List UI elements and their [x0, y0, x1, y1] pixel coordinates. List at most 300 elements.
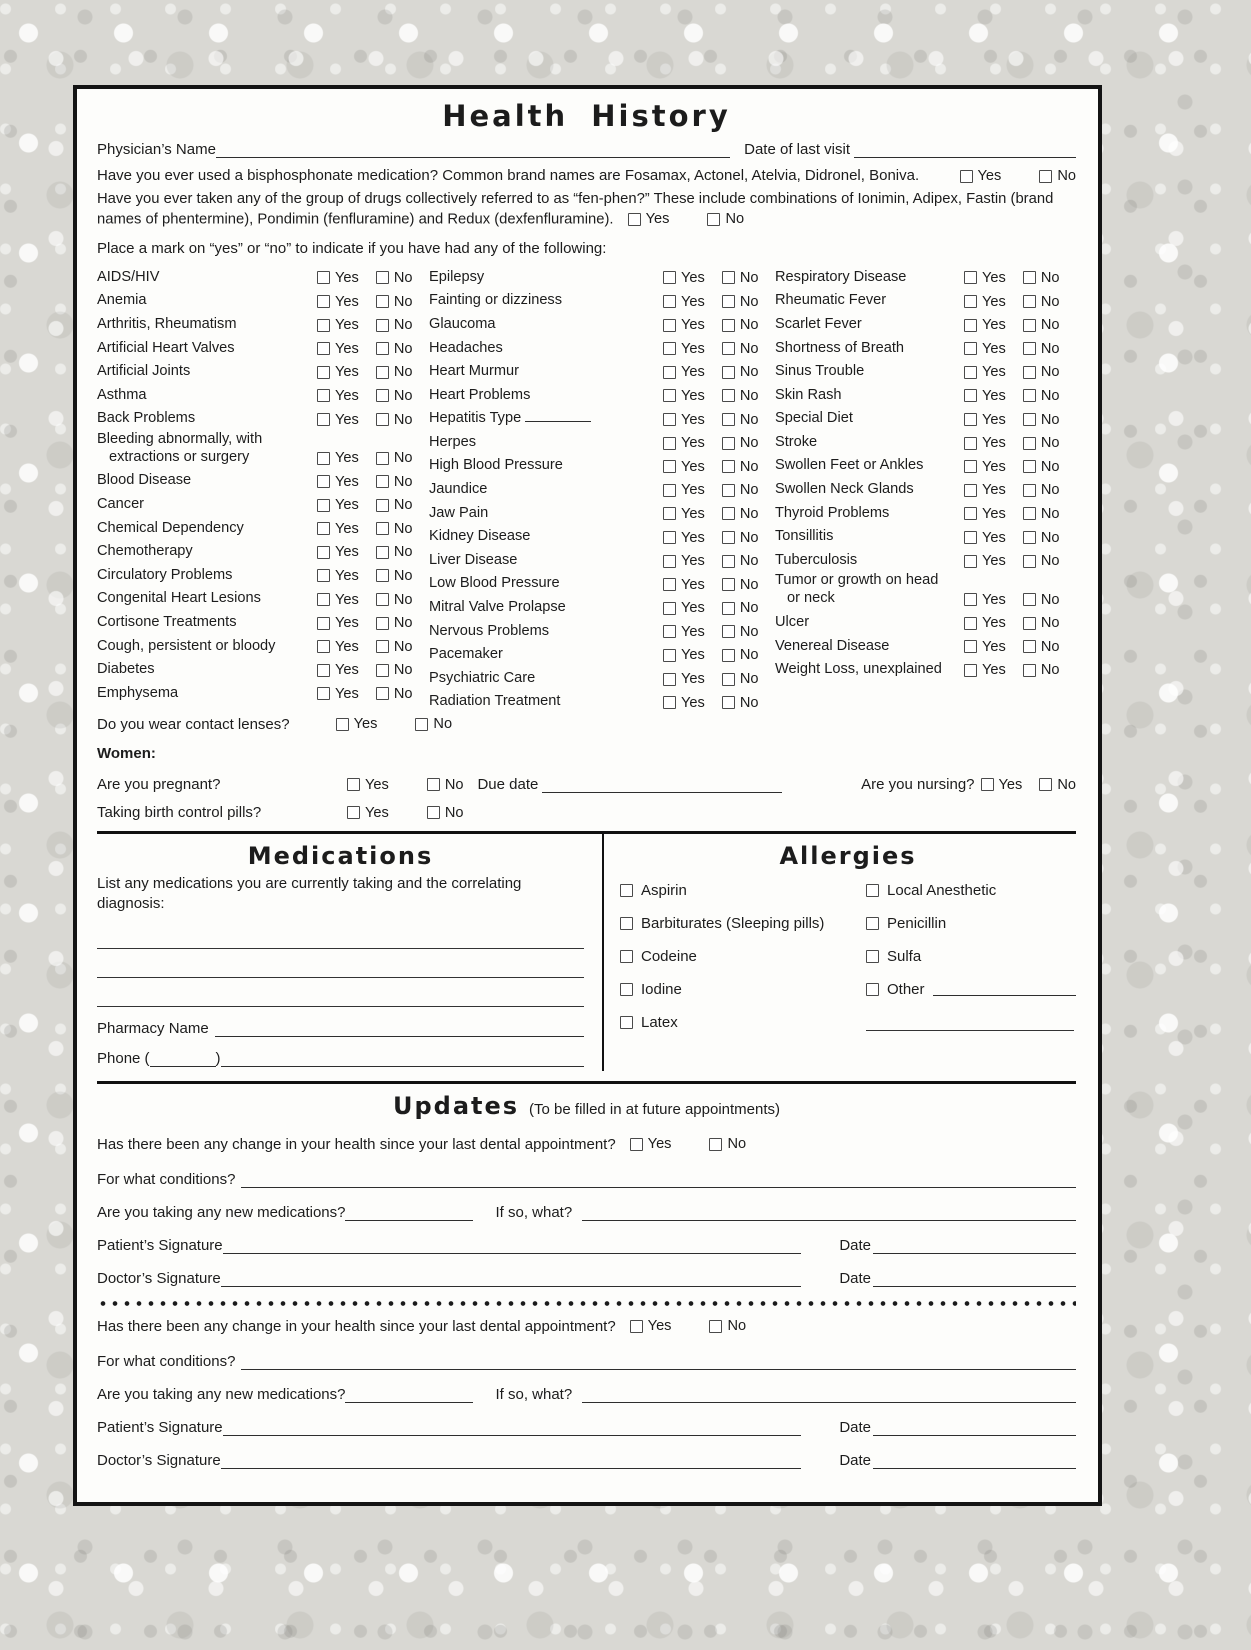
health-change-row	[97, 1316, 1076, 1337]
condition-epilepsy-no-checkbox[interactable]	[722, 271, 735, 284]
condition-aids-hiv	[317, 270, 429, 286]
condition-sinus-trouble	[964, 364, 1076, 380]
health-change-2-no-checkbox[interactable]	[709, 1320, 722, 1333]
allergy-other-continued-field[interactable]	[866, 1006, 1074, 1031]
condition-sinus-trouble-yes-option	[964, 364, 1006, 380]
allergy-local-anesthetic-checkbox[interactable]	[866, 884, 879, 897]
condition-chemotherapy-no-checkbox[interactable]	[376, 546, 389, 559]
medication-line-2[interactable]	[97, 949, 584, 978]
nursing-yes-checkbox[interactable]	[981, 778, 994, 791]
health-change-1-yes-checkbox[interactable]	[630, 1138, 643, 1151]
condition-swollen-feet-or-ankles-yes-label: Yes	[982, 458, 1006, 475]
condition-tumor-or-growth-on-head-row	[775, 571, 1076, 609]
condition-pacemaker-no-checkbox[interactable]	[722, 649, 735, 662]
condition-ulcer-row	[775, 610, 1076, 634]
condition-arthritis-rheumatism-yes-checkbox[interactable]	[317, 319, 330, 332]
condition-heart-murmur-yes-checkbox[interactable]	[663, 366, 676, 379]
condition-tuberculosis-no-checkbox[interactable]	[1023, 555, 1036, 568]
condition-heart-problems-no-label: No	[739, 387, 759, 404]
contact-lenses-question: Do you wear contact lenses?	[97, 715, 290, 733]
condition-asthma-no-checkbox[interactable]	[376, 389, 389, 402]
condition-weight-loss-unexplained-yes-checkbox[interactable]	[964, 664, 977, 677]
condition-chemotherapy-row	[97, 539, 429, 563]
condition-jaundice-yes-option	[663, 482, 705, 498]
condition-respiratory-disease-yes-option	[964, 270, 1006, 286]
condition-emphysema	[317, 686, 429, 702]
health-change-1-no-option	[709, 1136, 746, 1152]
condition-aids-hiv-no-checkbox[interactable]	[376, 271, 389, 284]
condition-nervous-problems-no-checkbox[interactable]	[722, 625, 735, 638]
pregnant-yes-checkbox[interactable]	[347, 778, 360, 791]
condition-respiratory-disease	[964, 270, 1076, 286]
condition-mitral-valve-prolapse-no-checkbox[interactable]	[722, 602, 735, 615]
for-what-conditions-field[interactable]	[241, 1172, 1076, 1188]
condition-chemical-dependency-yes-option	[317, 521, 359, 537]
condition-shortness-of-breath-no-checkbox[interactable]	[1023, 342, 1036, 355]
condition-hepatitis-type-yes-checkbox[interactable]	[663, 413, 676, 426]
condition-tonsillitis-yes-option	[964, 530, 1006, 546]
condition-cough-persistent-or-bloody-no-option	[376, 639, 413, 655]
allergy-iodine-checkbox[interactable]	[620, 983, 633, 996]
condition-venereal-disease-row	[775, 633, 1076, 657]
update-block-1	[97, 1134, 1076, 1287]
condition-nervous-problems	[663, 624, 775, 640]
fenphen-no-option	[707, 209, 744, 229]
condition-venereal-disease-no-label: No	[1040, 638, 1060, 655]
condition-nervous-problems-yes-checkbox[interactable]	[663, 625, 676, 638]
allergy-sulfa-checkbox[interactable]	[866, 950, 879, 963]
fenphen-yes-checkbox[interactable]	[628, 213, 641, 226]
pregnant-yes-option	[347, 777, 389, 793]
birth-control-yes-checkbox[interactable]	[347, 806, 360, 819]
condition-tonsillitis-no-checkbox[interactable]	[1023, 531, 1036, 544]
condition-emphysema-yes-checkbox[interactable]	[317, 687, 330, 700]
allergy-aspirin-checkbox[interactable]	[620, 884, 633, 897]
condition-diabetes	[317, 662, 429, 678]
bisphosphonate-yes-checkbox[interactable]	[960, 170, 973, 183]
condition-scarlet-fever-no-checkbox[interactable]	[1023, 319, 1036, 332]
condition-epilepsy-yes-option	[663, 270, 705, 286]
condition-arthritis-rheumatism-no-checkbox[interactable]	[376, 319, 389, 332]
condition-chemical-dependency-no-checkbox[interactable]	[376, 522, 389, 535]
allergy-barbiturates-sleeping-pills-checkbox[interactable]	[620, 917, 633, 930]
condition-psychiatric-care-yes-checkbox[interactable]	[663, 673, 676, 686]
condition-blood-disease-row	[97, 468, 429, 492]
bisphosphonate-no-checkbox[interactable]	[1039, 170, 1052, 183]
condition-venereal-disease-yes-checkbox[interactable]	[964, 640, 977, 653]
condition-tonsillitis-yes-label: Yes	[982, 529, 1006, 546]
condition-swollen-neck-glands-no-checkbox[interactable]	[1023, 484, 1036, 497]
condition-epilepsy-yes-label: Yes	[681, 269, 705, 286]
condition-aids-hiv-yes-option	[317, 270, 359, 286]
condition-special-diet-yes-checkbox[interactable]	[964, 413, 977, 426]
condition-headaches-no-checkbox[interactable]	[722, 342, 735, 355]
condition-fainting-or-dizziness-yes-option	[663, 294, 705, 310]
condition-headaches	[663, 341, 775, 357]
condition-low-blood-pressure-yes-checkbox[interactable]	[663, 578, 676, 591]
allergy-other-label: Other	[887, 980, 925, 998]
condition-tumor-or-growth-on-head-yes-checkbox[interactable]	[964, 593, 977, 606]
medication-line-1[interactable]	[97, 920, 584, 949]
condition-weight-loss-unexplained-no-checkbox[interactable]	[1023, 664, 1036, 677]
condition-glaucoma-yes-checkbox[interactable]	[663, 319, 676, 332]
condition-swollen-neck-glands	[964, 482, 1076, 498]
condition-arthritis-rheumatism-row	[97, 312, 429, 336]
condition-skin-rash-no-label: No	[1040, 387, 1060, 404]
condition-circulatory-problems-yes-option	[317, 568, 359, 584]
condition-congenital-heart-lesions-yes-checkbox[interactable]	[317, 593, 330, 606]
condition-epilepsy-yes-checkbox[interactable]	[663, 271, 676, 284]
condition-thyroid-problems-no-checkbox[interactable]	[1023, 507, 1036, 520]
condition-heart-problems-yes-checkbox[interactable]	[663, 389, 676, 402]
condition-respiratory-disease-no-option	[1023, 270, 1060, 286]
doctor-signature-field[interactable]	[221, 1453, 802, 1469]
allergy-codeine-checkbox[interactable]	[620, 950, 633, 963]
patient-signature-field[interactable]	[223, 1238, 802, 1254]
condition-back-problems-no-checkbox[interactable]	[376, 413, 389, 426]
condition-shortness-of-breath-yes-label: Yes	[982, 340, 1006, 357]
condition-special-diet-yes-option	[964, 412, 1006, 428]
condition-cortisone-treatments-no-checkbox[interactable]	[376, 617, 389, 630]
condition-diabetes-yes-checkbox[interactable]	[317, 664, 330, 677]
pharmacy-name-field[interactable]	[215, 1021, 584, 1037]
condition-respiratory-disease-yes-checkbox[interactable]	[964, 271, 977, 284]
doctor-signature-date-field[interactable]	[873, 1453, 1076, 1469]
fenphen-no-checkbox[interactable]	[707, 213, 720, 226]
condition-circulatory-problems-no-checkbox[interactable]	[376, 569, 389, 582]
condition-pacemaker-yes-checkbox[interactable]	[663, 649, 676, 662]
condition-anemia-no-option	[376, 294, 413, 310]
condition-tuberculosis-yes-checkbox[interactable]	[964, 555, 977, 568]
condition-mitral-valve-prolapse-yes-option	[663, 600, 705, 616]
condition-weight-loss-unexplained-yes-label: Yes	[982, 662, 1006, 679]
phone-row	[97, 1050, 584, 1067]
health-change-1-no-label: No	[727, 1136, 747, 1153]
condition-cough-persistent-or-bloody-yes-checkbox[interactable]	[317, 640, 330, 653]
condition-cancer	[317, 497, 429, 513]
condition-sinus-trouble-no-checkbox[interactable]	[1023, 366, 1036, 379]
patient-signature-date-field[interactable]	[873, 1420, 1076, 1436]
doctor-signature-field[interactable]	[221, 1271, 802, 1287]
condition-nervous-problems-yes-label: Yes	[681, 623, 705, 640]
condition-heart-problems-no-checkbox[interactable]	[722, 389, 735, 402]
condition-cough-persistent-or-bloody-no-label: No	[393, 638, 413, 655]
date-label: Date	[839, 1236, 871, 1254]
condition-hepatitis-type-row	[429, 406, 775, 430]
condition-artificial-heart-valves-label: Artificial Heart Valves	[97, 339, 235, 356]
condition-circulatory-problems	[317, 568, 429, 584]
condition-congenital-heart-lesions-yes-label: Yes	[335, 591, 359, 608]
condition-diabetes-no-checkbox[interactable]	[376, 664, 389, 677]
if-so-what-field[interactable]	[582, 1387, 1076, 1403]
condition-sinus-trouble-yes-checkbox[interactable]	[964, 366, 977, 379]
condition-aids-hiv-yes-checkbox[interactable]	[317, 271, 330, 284]
condition-tumor-or-growth-on-head-no-checkbox[interactable]	[1023, 593, 1036, 606]
condition-high-blood-pressure-no-checkbox[interactable]	[722, 460, 735, 473]
medications-allergies-section	[97, 834, 1076, 1071]
if-so-what-field[interactable]	[582, 1205, 1076, 1221]
condition-blood-disease-yes-checkbox[interactable]	[317, 475, 330, 488]
condition-asthma	[317, 388, 429, 404]
condition-artificial-heart-valves-no-checkbox[interactable]	[376, 342, 389, 355]
contact-lenses	[336, 716, 452, 732]
condition-special-diet-no-checkbox[interactable]	[1023, 413, 1036, 426]
contact-lenses-yes-checkbox[interactable]	[336, 718, 349, 731]
condition-ulcer-yes-checkbox[interactable]	[964, 617, 977, 630]
condition-headaches-yes-option	[663, 341, 705, 357]
condition-chemotherapy-yes-checkbox[interactable]	[317, 546, 330, 559]
physician-name-field[interactable]	[216, 142, 730, 158]
health-change-1-yes-label: Yes	[647, 1136, 672, 1153]
condition-emphysema-row	[97, 680, 429, 704]
doctor-signature-date-field[interactable]	[873, 1271, 1076, 1287]
condition-radiation-treatment-no-checkbox[interactable]	[722, 696, 735, 709]
patient-signature-field[interactable]	[223, 1420, 802, 1436]
condition-asthma-yes-label: Yes	[335, 387, 359, 404]
condition-low-blood-pressure-no-checkbox[interactable]	[722, 578, 735, 591]
condition-ulcer-no-checkbox[interactable]	[1023, 617, 1036, 630]
condition-stroke-no-label: No	[1040, 435, 1060, 452]
condition-herpes	[663, 435, 775, 451]
condition-swollen-feet-or-ankles-label: Swollen Feet or Ankles	[775, 457, 924, 474]
section-divider-bottom	[97, 1081, 1076, 1084]
condition-thyroid-problems-yes-option	[964, 506, 1006, 522]
condition-rheumatic-fever-yes-checkbox[interactable]	[964, 295, 977, 308]
for-what-conditions-field[interactable]	[241, 1354, 1076, 1370]
allergy-latex-checkbox[interactable]	[620, 1016, 633, 1029]
condition-tuberculosis-no-label: No	[1040, 553, 1060, 570]
condition-artificial-heart-valves-yes-option	[317, 341, 359, 357]
dotted-separator	[97, 1301, 1076, 1306]
condition-skin-rash-no-checkbox[interactable]	[1023, 389, 1036, 402]
condition-back-problems	[317, 412, 429, 428]
condition-jaundice-yes-label: Yes	[681, 482, 705, 499]
if-so-what-label: If so, what?	[495, 1385, 573, 1403]
allergy-aspirin-row	[620, 874, 866, 907]
condition-artificial-heart-valves-yes-checkbox[interactable]	[317, 342, 330, 355]
condition-heart-murmur-no-checkbox[interactable]	[722, 366, 735, 379]
condition-stroke-no-checkbox[interactable]	[1023, 437, 1036, 450]
condition-heart-murmur	[663, 364, 775, 380]
condition-bleeding-abnormally-with-no-option	[376, 450, 413, 466]
condition-tuberculosis-yes-option	[964, 553, 1006, 569]
condition-artificial-heart-valves-no-label: No	[393, 340, 413, 357]
condition-cough-persistent-or-bloody-no-checkbox[interactable]	[376, 640, 389, 653]
health-change-question: Has there been any change in your health since your last dental appointment?	[97, 1135, 616, 1153]
condition-cancer-yes-option	[317, 497, 359, 513]
fenphen-no-label: No	[725, 211, 745, 228]
condition-back-problems-yes-option	[317, 412, 359, 428]
medications-title: Medications	[247, 841, 434, 870]
new-medications-label: Are you taking any new medications?	[97, 1385, 346, 1403]
condition-fainting-or-dizziness-yes-checkbox[interactable]	[663, 295, 676, 308]
condition-headaches-no-option	[722, 341, 759, 357]
condition-heart-problems	[663, 388, 775, 404]
condition-glaucoma-no-checkbox[interactable]	[722, 319, 735, 332]
condition-kidney-disease-yes-checkbox[interactable]	[663, 531, 676, 544]
condition-anemia-yes-checkbox[interactable]	[317, 295, 330, 308]
allergy-iodine-row	[620, 973, 866, 1006]
condition-artificial-heart-valves-no-option	[376, 341, 413, 357]
condition-rheumatic-fever-yes-option	[964, 294, 1006, 310]
condition-artificial-joints-yes-option	[317, 364, 359, 380]
date-last-visit-field[interactable]	[854, 142, 1076, 158]
condition-thyroid-problems-yes-checkbox[interactable]	[964, 507, 977, 520]
contact-lenses-yes-option	[336, 716, 378, 732]
pregnant-no-checkbox[interactable]	[427, 778, 440, 791]
condition-skin-rash-yes-checkbox[interactable]	[964, 389, 977, 402]
condition-glaucoma	[663, 317, 775, 333]
condition-tumor-or-growth-on-head	[964, 592, 1076, 608]
new-medications-field[interactable]	[345, 1205, 473, 1221]
condition-chemical-dependency-row	[97, 515, 429, 539]
condition-shortness-of-breath-no-option	[1023, 341, 1060, 357]
condition-liver-disease-yes-checkbox[interactable]	[663, 555, 676, 568]
new-medications-label: Are you taking any new medications?	[97, 1203, 346, 1221]
condition-radiation-treatment-yes-checkbox[interactable]	[663, 696, 676, 709]
birth-control-question: Taking birth control pills?	[97, 803, 262, 821]
condition-hepatitis-type-no-checkbox[interactable]	[722, 413, 735, 426]
nursing-no-checkbox[interactable]	[1039, 778, 1052, 791]
fenphen	[628, 209, 744, 229]
birth-control-no-checkbox[interactable]	[427, 806, 440, 819]
condition-artificial-joints-yes-checkbox[interactable]	[317, 366, 330, 379]
condition-circulatory-problems-yes-checkbox[interactable]	[317, 569, 330, 582]
condition-high-blood-pressure-yes-checkbox[interactable]	[663, 460, 676, 473]
condition-scarlet-fever-yes-checkbox[interactable]	[964, 319, 977, 332]
condition-swollen-feet-or-ankles	[964, 459, 1076, 475]
condition-jaundice-no-checkbox[interactable]	[722, 484, 735, 497]
medications-instruction: List any medications you are currently taking and the correlating diagnosis:	[97, 874, 522, 912]
contact-lenses-no-checkbox[interactable]	[415, 718, 428, 731]
condition-chemotherapy-no-label: No	[393, 544, 413, 561]
due-date-field[interactable]	[542, 777, 782, 793]
patient-signature-row	[97, 1233, 1076, 1254]
condition-cancer-no-checkbox[interactable]	[376, 499, 389, 512]
condition-psychiatric-care-label: Psychiatric Care	[429, 669, 536, 686]
condition-back-problems-yes-checkbox[interactable]	[317, 413, 330, 426]
condition-artificial-joints-row	[97, 359, 429, 383]
condition-mitral-valve-prolapse-row	[429, 595, 775, 619]
condition-back-problems-no-option	[376, 412, 413, 428]
condition-ulcer-yes-option	[964, 615, 1006, 631]
health-change-2	[630, 1318, 746, 1334]
conditions-column-3	[775, 264, 1076, 712]
condition-psychiatric-care-no-checkbox[interactable]	[722, 673, 735, 686]
condition-herpes-yes-checkbox[interactable]	[663, 437, 676, 450]
condition-jaw-pain-yes-checkbox[interactable]	[663, 507, 676, 520]
phone-area-code-field[interactable]	[150, 1051, 216, 1067]
condition-artificial-joints-no-checkbox[interactable]	[376, 366, 389, 379]
new-medications-field[interactable]	[345, 1387, 473, 1403]
condition-radiation-treatment-no-option	[722, 695, 759, 711]
condition-swollen-feet-or-ankles-no-checkbox[interactable]	[1023, 460, 1036, 473]
condition-chemotherapy-yes-label: Yes	[335, 544, 359, 561]
doctor-signature-label: Doctor’s Signature	[97, 1269, 221, 1287]
condition-sinus-trouble-yes-label: Yes	[982, 364, 1006, 381]
condition-tonsillitis-yes-checkbox[interactable]	[964, 531, 977, 544]
condition-high-blood-pressure-label: High Blood Pressure	[429, 457, 563, 474]
condition-venereal-disease-no-checkbox[interactable]	[1023, 640, 1036, 653]
condition-arthritis-rheumatism	[317, 317, 429, 333]
condition-diabetes-no-option	[376, 662, 413, 678]
condition-chemical-dependency-yes-checkbox[interactable]	[317, 522, 330, 535]
fenphen-question-row	[97, 189, 1076, 230]
condition-artificial-heart-valves-yes-label: Yes	[335, 340, 359, 357]
condition-rheumatic-fever-no-checkbox[interactable]	[1023, 295, 1036, 308]
bisphosphonate-question-row	[97, 167, 1076, 184]
condition-liver-disease-no-checkbox[interactable]	[722, 555, 735, 568]
allergy-other-checkbox[interactable]	[866, 983, 879, 996]
condition-swollen-neck-glands-yes-checkbox[interactable]	[964, 484, 977, 497]
condition-jaw-pain-no-checkbox[interactable]	[722, 507, 735, 520]
condition-high-blood-pressure-yes-option	[663, 459, 705, 475]
health-change-1-no-checkbox[interactable]	[709, 1138, 722, 1151]
health-change-2-yes-checkbox[interactable]	[630, 1320, 643, 1333]
condition-anemia-row	[97, 288, 429, 312]
condition-congenital-heart-lesions-no-checkbox[interactable]	[376, 593, 389, 606]
condition-sinus-trouble-no-label: No	[1040, 364, 1060, 381]
medication-line-3[interactable]	[97, 978, 584, 1007]
condition-anemia-yes-label: Yes	[335, 293, 359, 310]
condition-pacemaker-label: Pacemaker	[429, 646, 503, 663]
condition-bleeding-abnormally-with	[317, 450, 429, 466]
health-change-2-no-option	[709, 1318, 746, 1334]
condition-heart-murmur-label: Heart Murmur	[429, 363, 520, 380]
condition-kidney-disease-no-checkbox[interactable]	[722, 531, 735, 544]
condition-glaucoma-no-label: No	[739, 317, 759, 334]
condition-headaches-yes-checkbox[interactable]	[663, 342, 676, 355]
condition-anemia-no-checkbox[interactable]	[376, 295, 389, 308]
condition-cancer-yes-checkbox[interactable]	[317, 499, 330, 512]
condition-pacemaker-yes-label: Yes	[681, 647, 705, 664]
condition-emphysema-no-label: No	[393, 685, 413, 702]
condition-venereal-disease-yes-label: Yes	[982, 638, 1006, 655]
condition-mitral-valve-prolapse-yes-checkbox[interactable]	[663, 602, 676, 615]
condition-respiratory-disease-label: Respiratory Disease	[775, 268, 907, 285]
condition-headaches-yes-label: Yes	[681, 340, 705, 357]
condition-scarlet-fever-no-option	[1023, 317, 1060, 333]
allergy-penicillin-checkbox[interactable]	[866, 917, 879, 930]
condition-stroke-yes-checkbox[interactable]	[964, 437, 977, 450]
condition-shortness-of-breath-yes-checkbox[interactable]	[964, 342, 977, 355]
condition-herpes-label: Herpes	[429, 433, 477, 450]
condition-cortisone-treatments-yes-checkbox[interactable]	[317, 617, 330, 630]
nursing-yes-option	[981, 777, 1023, 793]
condition-ulcer	[964, 615, 1076, 631]
condition-emphysema-no-checkbox[interactable]	[376, 687, 389, 700]
condition-bleeding-abnormally-with-no-checkbox[interactable]	[376, 452, 389, 465]
phone-number-field[interactable]	[221, 1051, 584, 1067]
condition-bleeding-abnormally-with-yes-checkbox[interactable]	[317, 452, 330, 465]
condition-psychiatric-care-row	[429, 665, 775, 689]
condition-respiratory-disease-no-checkbox[interactable]	[1023, 271, 1036, 284]
condition-jaundice-yes-checkbox[interactable]	[663, 484, 676, 497]
condition-asthma-yes-checkbox[interactable]	[317, 389, 330, 402]
condition-hepatitis-type-field[interactable]	[525, 409, 591, 422]
birth-control-no-label: No	[444, 804, 464, 821]
allergy-penicillin-row	[866, 907, 1076, 940]
condition-swollen-feet-or-ankles-yes-checkbox[interactable]	[964, 460, 977, 473]
condition-jaw-pain-yes-option	[663, 506, 705, 522]
allergy-other-field[interactable]	[933, 982, 1076, 996]
condition-fainting-or-dizziness-no-checkbox[interactable]	[722, 295, 735, 308]
condition-herpes-no-checkbox[interactable]	[722, 437, 735, 450]
patient-signature-date-field[interactable]	[873, 1238, 1076, 1254]
condition-blood-disease-no-checkbox[interactable]	[376, 475, 389, 488]
condition-weight-loss-unexplained	[964, 662, 1076, 678]
condition-artificial-joints-no-option	[376, 364, 413, 380]
